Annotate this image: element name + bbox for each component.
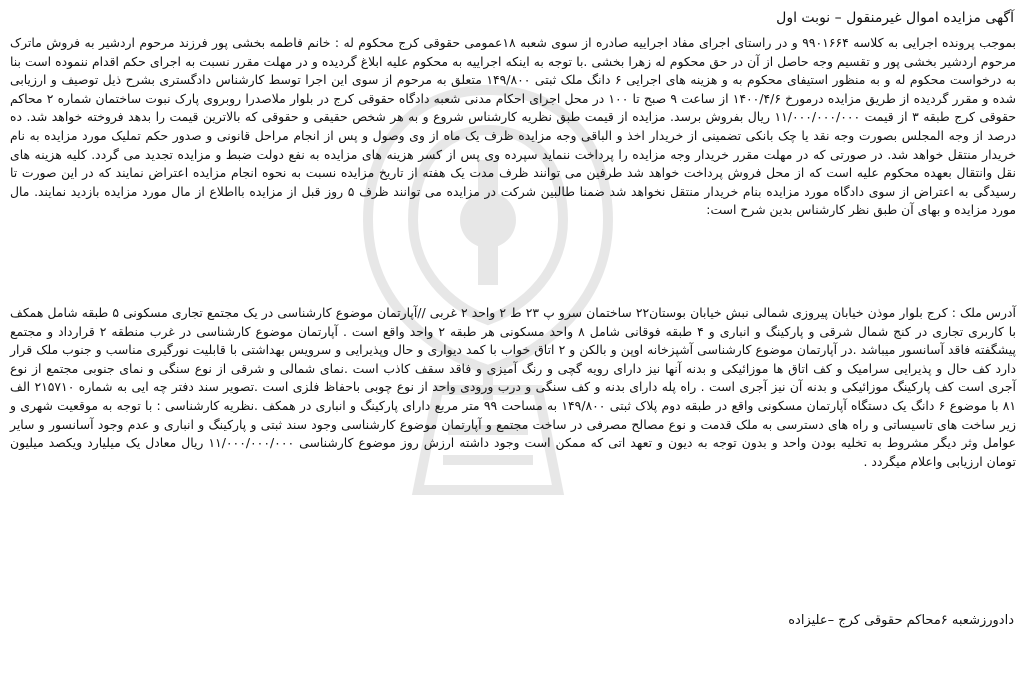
- property-description-paragraph: آدرس ملک : کرج بلوار موذن خیابان پیروزی شمالی نبش خیابان بوستان۲۲ ساختمان سرو پ ۲۳ ط ۲ واحد ۲ غربی //آپارتمان موضوع کارشناسی در یک مجتمع تجاری مسکونی ۵ طبقه شامل همکف با کاربری تجاری در کنج شمال شرقی و پارکینگ و انباری و ۴ طبقه فوقانی شامل ۸ واحد مسکونی هر طبقه ۲ واحد واقع است . آپارتمان موضوع کارشناسی در غرب منطقه ۲ قرارداد و مجتمع پیشگفته فاقد آسانسور میباشد .در آپارتمان موضوع کارشناسی آشپزخانه اوپن و بالکن و ۲ اتاق خواب با کمد دیواری و حال وپذیرایی و سرویس بهداشتی با قابلیت نورگیری مناسب و جنوب ملک قرار دارد کف حال و پذیرایی سرامیک و کف اتاق ها موزائیکی و بدنه آنها نیز دارای رویه گچی و رنگ آمیزی و فاقد سقف کاذب است .نمای شمالی و شرقی از نوع سنگی و نمای جنوبی مجتمع از نوع آجری است کف پارکینگ موزائیکی و بدنه آن نیز آجری است . راه پله دارای بدنه و کف سنگی و درب ورودی واحد از نوع چوبی باحفاظ فلزی است .تصویر سند دفتر چه ایی به شماره ۲۱۵۷۱۰ الف ۸۱ با موضوع ۶ دانگ یک دستگاه آپارتمان مسکونی واقع در طبقه دوم پلاک ثبتی ۱۴۹/۸۰۰ به مساحت ۹۹ متر مربع دارای پارکینگ و انباری در همکف .نظریه کارشناسی : با توجه به موقعیت شهری و زیر ساخت های تاسیساتی و راه های دسترسی به ملک قدمت و نوع مصالح مصرفی در ساخت مجتمع و آپارتمان موضوع کارشناسی وجود سند ثبتی و پارکینگ و انباری و عدم وجود آسانسور و سایر عوامل وثر دیگر مشروط به تخلیه بودن واحد و بدون توجه به دیون و تعهد اتی که ممکن است وجود داشته ارزش روز موضوع کارشناسی ۱۱/۰۰۰/۰۰۰/۰۰۰ ریال معادل یک میلیارد ویکصد میلیون تومان ارزیابی واعلام میگردد .: [10, 305, 1016, 469]
- notice-body-paragraph: بموجب پرونده اجرایی به کلاسه ۹۹۰۱۶۶۴ و در راستای اجرای مفاد اجراییه صادره از سوی شعبه ۱۸عمومی حقوقی کرج محکوم له : خانم فاطمه بخشی پور فرزند مرحوم اردشیر به فروش ماترک مرحوم اردشیر بخشی پور و تقسیم وجه حاصل از آن در حق محکوم له زهرا بخشی .با توجه به اینکه اجراییه به محکوم علیه ابلاغ گردیده و در مهلت مقرر نسبت به اجرای حکم اقدام ننموده است بنا به درخواست محکوم له و به منظور استیفای محکوم به و هزینه های اجرایی ۶ دانگ ملک ثبتی ۱۴۹/۸۰۰ متعلق به مرحوم از سوی این اجرا توسط کارشناس دادگستری بشرح ذیل توصیف و ارزیابی شده و مقرر گردیده از طریق مزایده درمورخ ۱۴۰۰/۴/۶ از ساعت ۹ صبح تا ۱۰۰ در محل اجرای احکام مدنی شعبه دادگاه حقوقی کرج در بلوار ملاصدرا روبروی پارک نبوت ساختمان شماره ۲ محاکم حقوقی کرج طبقه ۳ از قیمت ۱۱/۰۰۰/۰۰۰/۰۰۰ ریال بفروش برسد. مزایده از قیمت طبق نظریه کارشناس شروع و به هر شخص حقیقی و حقوقی که بالاترین قیمت را بدهد فروخته خواهد شد. ده درصد از وجه المجلس بصورت وجه نقد یا چک بانکی تضمینی از خریدار اخذ و الباقی وجه مزایده ظرف یک ماه از وی وصول و پس از انجام مراحل قانونی و صدور حکم تملیک مورد مزایده به نام خریدار منتقل خواهد شد. در صورتی که در مهلت مقرر خریدار وجه مزایده را پرداخت ننماید سپرده وی پس از کسر هزینه های مزایده به نفع دولت ضبط و مزایده تجدید می گردد. کلیه هزینه های نقل وانتقال بعهده محکوم علیه است که از محل فروش پرداخت خواهد شد طرفین می توانند ظرف مدت یک هفته از تاریخ مزایده نسبت به نحوه انجام مزایده اعتراض نمایند که در این صورت تا رسیدگی به اعتراض از سوی دادگاه مورد مزایده بنام خریدار منتقل نخواهد شد ضمنا طالبین شرکت در مزایده می توانند ظرف ۵ روز قبل از مزایده بااطلاع از مال مورد مزایده بازدید نمایند. مال مورد مزایده و بهای آن طبق نظر کارشناس بدین شرح است:: [10, 35, 1017, 218]
- signature-line: دادورزشعبه ۶محاکم حقوقی کرج –علیزاده: [788, 613, 1014, 628]
- notice-title: آگهی مزایده اموال غیرمنقول – نوبت اول: [776, 10, 1014, 26]
